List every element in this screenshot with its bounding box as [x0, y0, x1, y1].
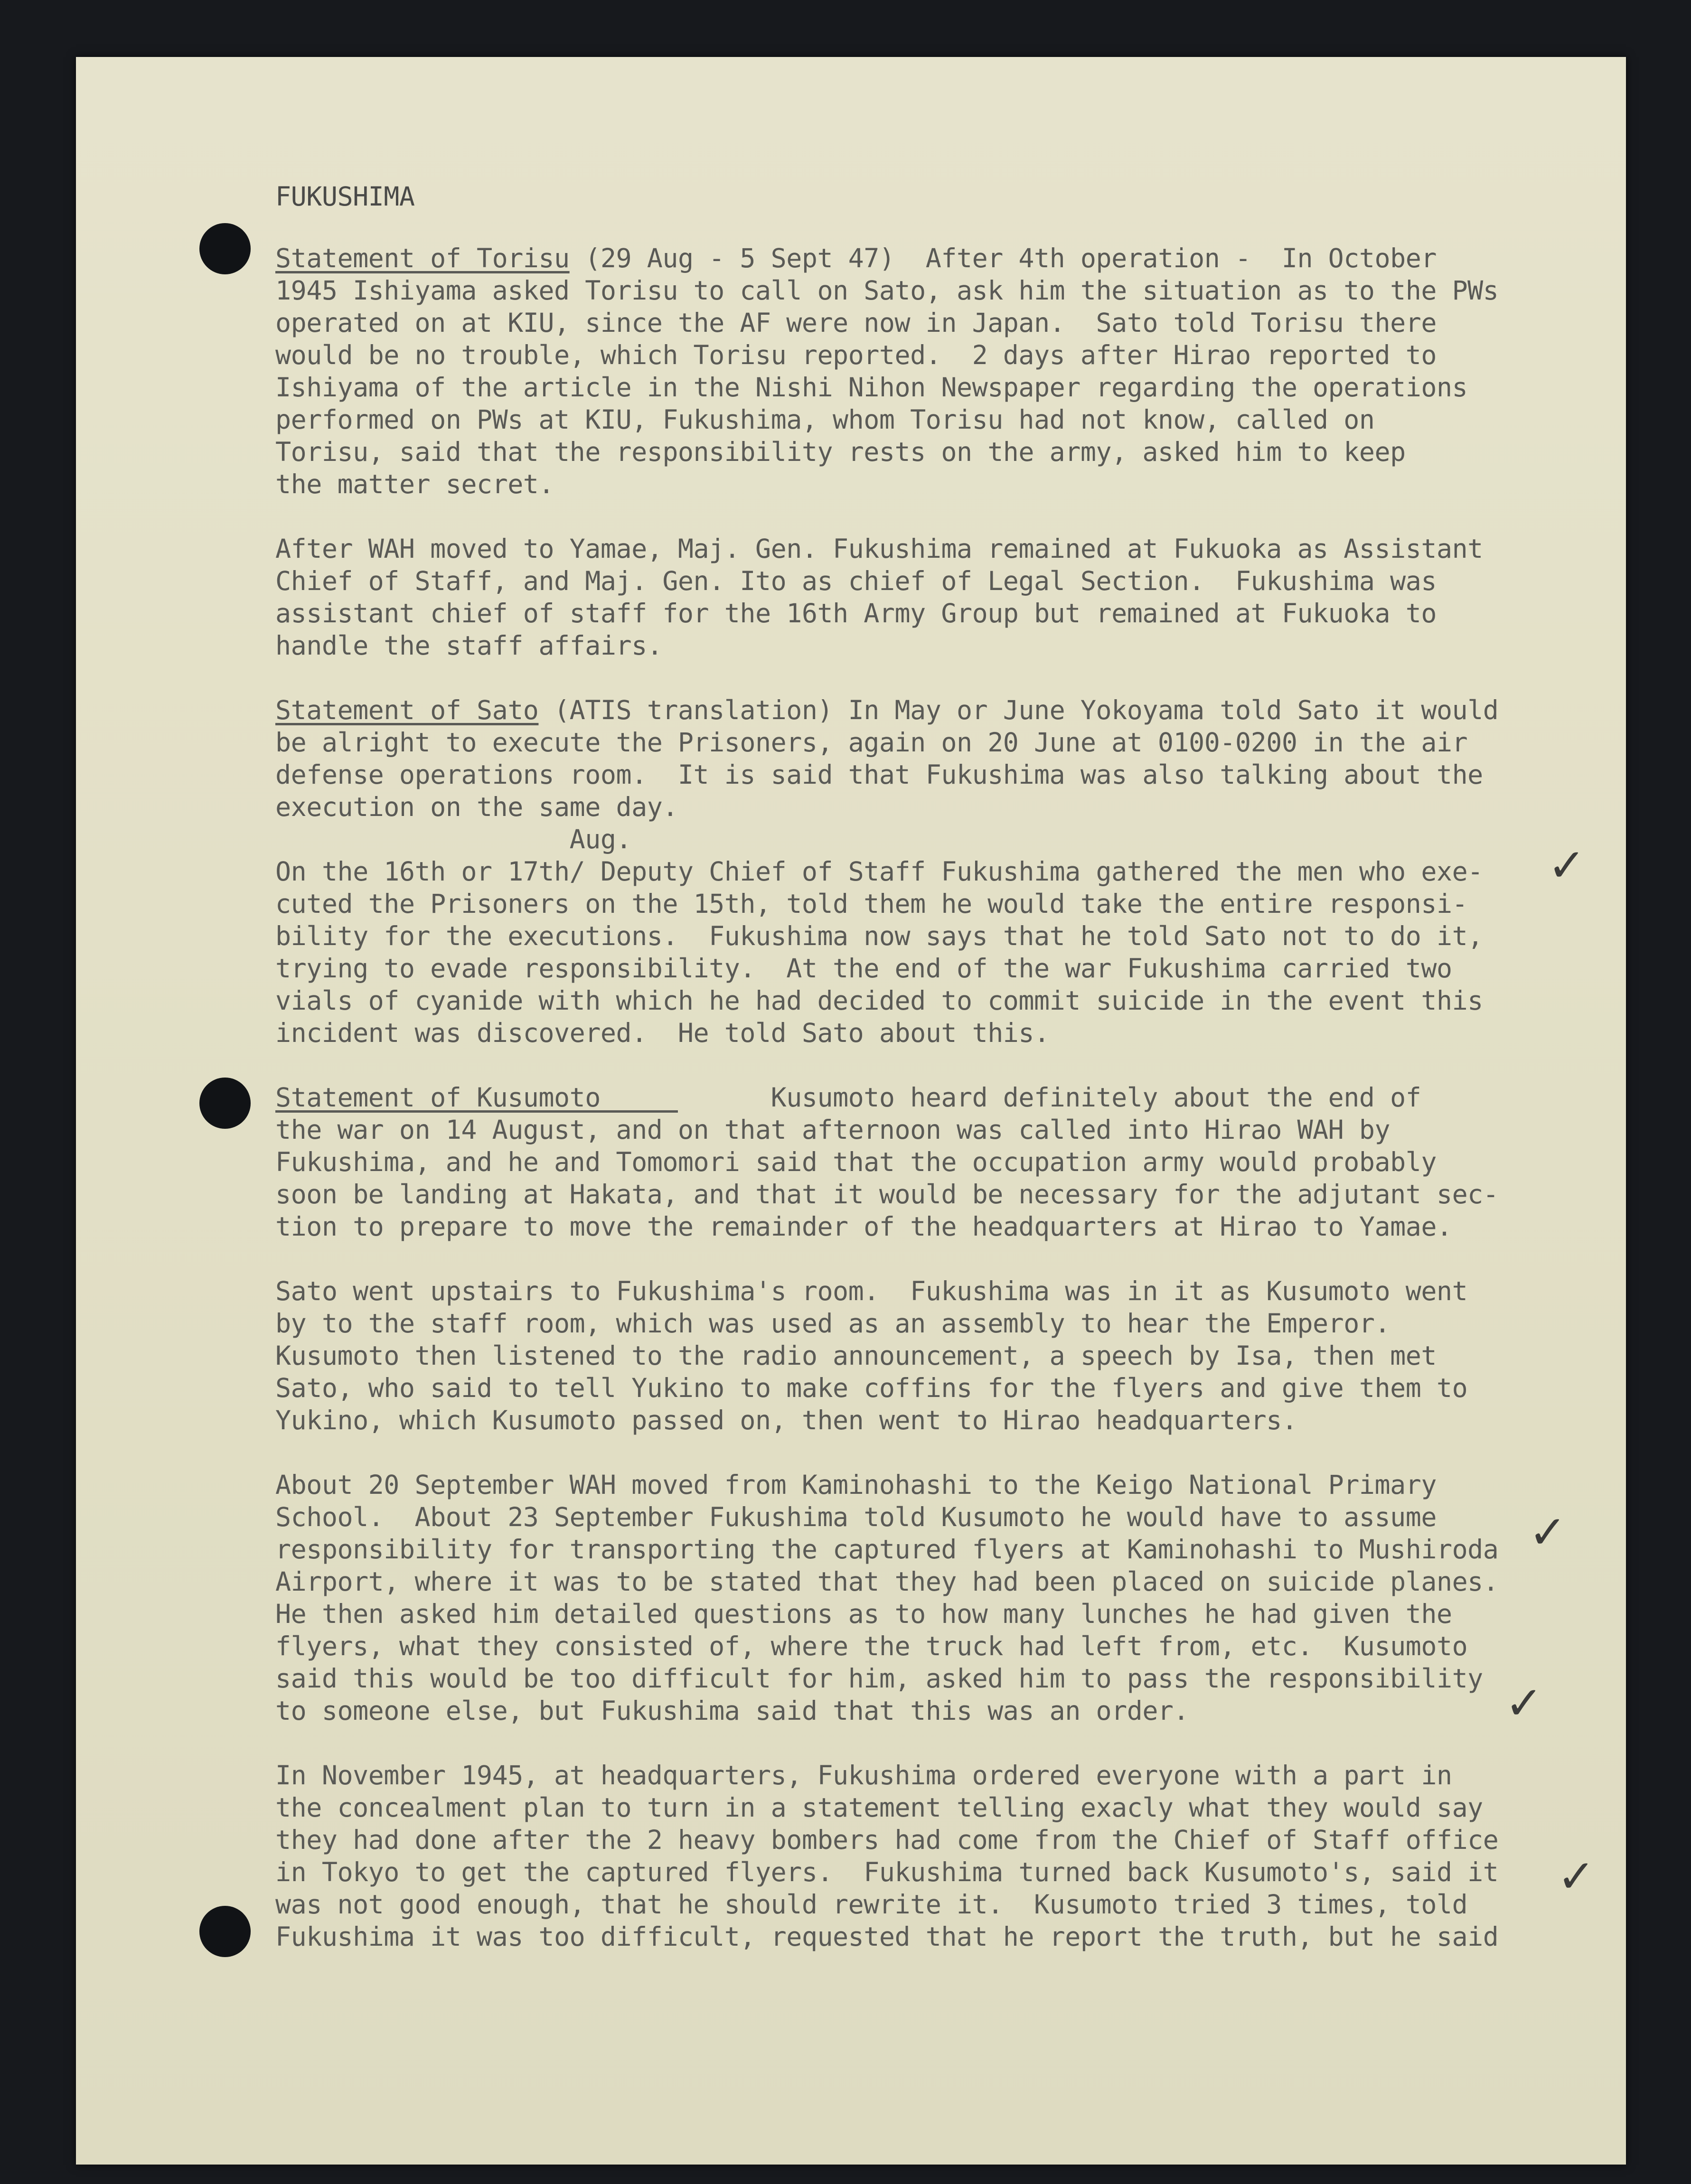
- margin-check-mark: ✓: [1557, 1850, 1596, 1903]
- margin-check-mark: ✓: [1529, 1506, 1567, 1559]
- line-text: vials of cyanide with which he had decided to commit suicide in the event this: [275, 985, 1483, 1016]
- text-line: [275, 1210, 1643, 1243]
- text-line: [275, 1501, 1643, 1533]
- text-line: [275, 726, 1643, 759]
- line-text: After WAH moved to Yamae, Maj. Gen. Fukushima remained at Fukuoka as Assistant: [275, 534, 1483, 564]
- text-line: [275, 984, 1643, 1017]
- paragraph: [275, 1469, 1643, 1730]
- document-page: [76, 57, 1626, 2165]
- text-line: [275, 1662, 1643, 1695]
- text-line: [275, 597, 1643, 629]
- line-text: was not good enough, that he should rewrite it. Kusumoto tried 3 times, told: [275, 1889, 1468, 1920]
- text-line: [275, 855, 1643, 888]
- text-line: [275, 436, 1643, 468]
- text-line: [275, 1630, 1643, 1662]
- line-text: In November 1945, at headquarters, Fukushima ordered everyone with a part in: [275, 1760, 1452, 1790]
- text-line: [275, 920, 1643, 952]
- paragraph: [275, 694, 1643, 1049]
- text-line: [275, 468, 1643, 500]
- line-text: handle the staff affairs.: [275, 630, 663, 661]
- text-line: [275, 1921, 1643, 1953]
- line-text: (ATIS translation) In May or June Yokoyama told Sato it would: [538, 695, 1499, 725]
- text-line: [275, 1114, 1643, 1146]
- line-text: operated on at KIU, since the AF were now in Japan. Sato told Torisu there: [275, 308, 1437, 338]
- line-text: in Tokyo to get the captured flyers. Fukushima turned back Kusumoto's, said it: [275, 1857, 1499, 1887]
- line-text: Yukino, which Kusumoto passed on, then went to Hirao headquarters.: [275, 1405, 1297, 1435]
- text-line: [275, 629, 1643, 662]
- line-text: to someone else, but Fukushima said that this was an order.: [275, 1696, 1189, 1726]
- line-text: performed on PWs at KIU, Fukushima, whom Torisu had not know, called on: [275, 404, 1375, 435]
- text-line: [275, 952, 1643, 984]
- paragraph: [275, 1275, 1643, 1436]
- line-text: Aug.: [275, 824, 632, 854]
- line-text: Fukushima, and he and Tomomori said that the occupation army would probably: [275, 1147, 1437, 1177]
- text-line: [275, 694, 1643, 726]
- text-line: [275, 1340, 1643, 1372]
- text-line: [275, 565, 1643, 597]
- margin-check-mark: ✓: [1505, 1677, 1543, 1730]
- text-line: [275, 1404, 1643, 1436]
- line-text: Ishiyama of the article in the Nishi Nihon Newspaper regarding the operations: [275, 372, 1468, 403]
- punch-hole-middle: [199, 1078, 251, 1129]
- line-text: cuted the Prisoners on the 15th, told them he would take the entire responsi-: [275, 889, 1468, 919]
- line-text: by to the staff room, which was used as an assembly to hear the Emperor.: [275, 1308, 1390, 1339]
- line-text: Kusumoto then listened to the radio announcement, a speech by Isa, then met: [275, 1340, 1437, 1371]
- text-line: [275, 1146, 1643, 1178]
- line-text: Kusumoto heard definitely about the end of: [677, 1082, 1421, 1113]
- text-line: [275, 1081, 1643, 1114]
- text-line: [275, 759, 1643, 791]
- line-text: the war on 14 August, and on that afternoon was called into Hirao WAH by: [275, 1115, 1390, 1145]
- line-text: On the 16th or 17th/ Deputy Chief of Staff Fukushima gathered the men who exe-: [275, 856, 1483, 887]
- statement-title: Statement of Sato: [275, 695, 539, 725]
- paragraph: [275, 533, 1643, 662]
- document-body: [275, 180, 1643, 1985]
- line-text: incident was discovered. He told Sato about this.: [275, 1018, 1050, 1048]
- text-line: [275, 888, 1643, 920]
- line-text: would be no trouble, which Torisu reported. 2 days after Hirao reported to: [275, 340, 1437, 370]
- text-line: [275, 1856, 1643, 1888]
- line-text: Airport, where it was to be stated that they had been placed on suicide planes.: [275, 1566, 1499, 1597]
- text-line: [275, 1888, 1643, 1921]
- line-text: Sato went upstairs to Fukushima's room. Fukushima was in it as Kusumoto went: [275, 1276, 1468, 1306]
- punch-hole-top: [199, 223, 251, 274]
- text-line: [275, 1372, 1643, 1404]
- text-line: [275, 1824, 1643, 1856]
- line-text: assistant chief of staff for the 16th Army Group but remained at Fukuoka to: [275, 598, 1437, 628]
- text-line: [275, 403, 1643, 436]
- line-text: Torisu, said that the responsibility rests on the army, asked him to keep: [275, 437, 1406, 467]
- text-line: [275, 371, 1643, 403]
- line-text: 1945 Ishiyama asked Torisu to call on Sato, ask him the situation as to the PWs: [275, 275, 1499, 306]
- text-line: [275, 1791, 1643, 1824]
- text-line: [275, 1565, 1643, 1598]
- paragraph: [275, 242, 1643, 500]
- text-line: [275, 1533, 1643, 1565]
- text-line: [275, 533, 1643, 565]
- text-line: [275, 1275, 1643, 1307]
- line-text: School. About 23 September Fukushima told Kusumoto he would have to assume: [275, 1502, 1437, 1532]
- punch-hole-bottom: [199, 1906, 251, 1957]
- text-line: [275, 1695, 1643, 1727]
- text-line: [275, 274, 1643, 307]
- line-text: execution on the same day.: [275, 792, 678, 822]
- statement-title: Statement of Torisu: [275, 243, 570, 273]
- paragraph: [275, 1081, 1643, 1243]
- line-text: responsibility for transporting the captured flyers at Kaminohashi to Mushiroda: [275, 1534, 1499, 1565]
- line-text: defense operations room. It is said that Fukushima was also talking about the: [275, 759, 1483, 790]
- text-line: [275, 242, 1643, 274]
- text-line: [275, 791, 1643, 823]
- line-text: Chief of Staff, and Maj. Gen. Ito as chief of Legal Section. Fukushima was: [275, 566, 1437, 596]
- margin-check-mark: ✓: [1548, 839, 1586, 892]
- text-line: [275, 1178, 1643, 1210]
- line-text: Sato, who said to tell Yukino to make coffins for the flyers and give them to: [275, 1373, 1468, 1403]
- line-text: trying to evade responsibility. At the end of the war Fukushima carried two: [275, 953, 1452, 984]
- paragraph-list: [275, 242, 1643, 1953]
- text-line: [275, 307, 1643, 339]
- text-line: [275, 1759, 1643, 1791]
- text-line: [275, 1469, 1643, 1501]
- text-line: [275, 1307, 1643, 1340]
- text-line: [275, 1017, 1643, 1049]
- line-text: flyers, what they consisted of, where the truck had left from, etc. Kusumoto: [275, 1631, 1468, 1661]
- line-text: said this would be too difficult for him, asked him to pass the responsibility: [275, 1663, 1483, 1694]
- line-text: the matter secret.: [275, 469, 554, 499]
- statement-title: Statement of Kusumoto: [275, 1082, 678, 1113]
- text-line: [275, 823, 1643, 855]
- line-text: tion to prepare to move the remainder of the headquarters at Hirao to Yamae.: [275, 1211, 1452, 1242]
- text-line: [275, 1598, 1643, 1630]
- line-text: soon be landing at Hakata, and that it would be necessary for the adjutant sec-: [275, 1179, 1499, 1209]
- line-text: About 20 September WAH moved from Kaminohashi to the Keigo National Primary: [275, 1470, 1437, 1500]
- line-text: (29 Aug - 5 Sept 47) After 4th operation - In October: [569, 243, 1437, 273]
- line-text: be alright to execute the Prisoners, again on 20 June at 0100-0200 in the air: [275, 727, 1468, 758]
- text-line: [275, 339, 1643, 371]
- line-text: they had done after the 2 heavy bombers had come from the Chief of Staff office: [275, 1825, 1499, 1855]
- line-text: Fukushima it was too difficult, requested that he report the truth, but he said: [275, 1922, 1499, 1952]
- paragraph: [275, 1759, 1643, 1953]
- document-heading: FUKUSHIMA: [275, 181, 415, 212]
- line-text: bility for the executions. Fukushima now says that he told Sato not to do it,: [275, 921, 1483, 951]
- line-text: He then asked him detailed questions as to how many lunches he had given the: [275, 1599, 1452, 1629]
- line-text: the concealment plan to turn in a statement telling exacly what they would say: [275, 1792, 1483, 1823]
